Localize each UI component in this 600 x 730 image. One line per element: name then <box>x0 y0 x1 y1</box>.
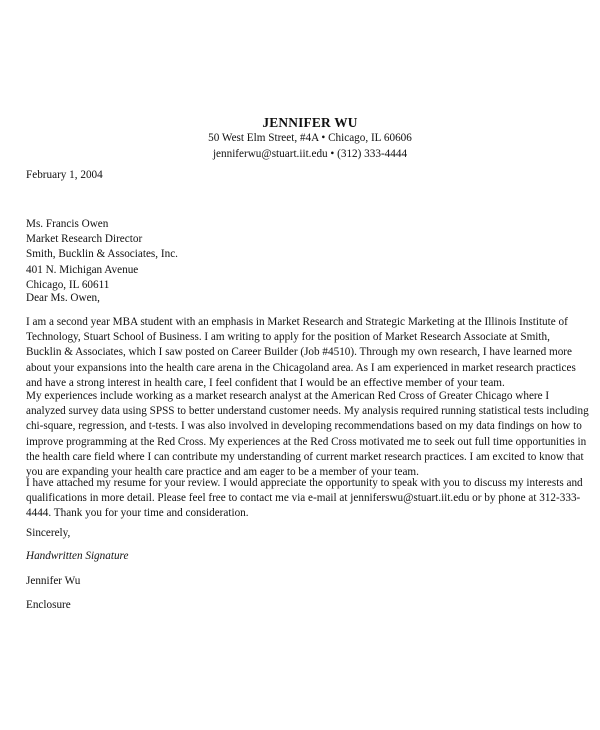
paragraph-line: I am a second year MBA student with an emphasis in Market Research and Strategic Marketing at the Illinois Institute of <box>26 316 568 328</box>
recipient-address <box>26 217 566 293</box>
paragraph-line: analyzed survey data using SPSS to better understand customer needs. My analysis required running statistical tests including <box>26 405 589 418</box>
letterhead <box>0 114 600 162</box>
paragraph-line: and have a strong interest in health care, I feel confident that I would be an effective member of your team. <box>26 376 505 389</box>
paragraph-line: Bucklin & Associates, which I saw posted on Career Builder (Job #4510). Through my own research, I have learned more <box>26 346 572 359</box>
signature: Handwritten Signature <box>26 550 129 562</box>
paragraph-line: qualifications in more detail. Please feel free to contact me via e-mail at jenniferswu@stuart.iit.edu or by phone at 312-333- <box>26 492 581 505</box>
paragraph-line: Technology, Stuart School of Business. I am writing to apply for the position of Market Research Associate at Smith, <box>26 331 550 344</box>
recipient-city: Chicago, IL 60611 <box>26 278 110 291</box>
paragraph-line: about your expansions into the health care arena in the Chicagoland area. As I am experienced in market research practices <box>26 361 576 374</box>
sender-contact: jenniferwu@stuart.iit.edu • (312) 333-4444 <box>212 147 408 160</box>
body-paragraph-2 <box>26 389 589 480</box>
paragraph-line: I have attached my resume for your review. I would appreciate the opportunity to speak with you to discuss my interests and <box>26 477 583 489</box>
recipient-company: Smith, Bucklin & Associates, Inc. <box>26 248 178 261</box>
letter-date: February 1, 2004 <box>26 169 103 181</box>
recipient-street: 401 N. Michigan Avenue <box>26 263 139 276</box>
recipient-title: Market Research Director <box>26 233 143 246</box>
paragraph-line: chi-square, regression, and t-tests. I was also involved in developing recommendations based on my data findings on how to <box>26 420 582 433</box>
recipient-name: Ms. Francis Owen <box>26 218 109 230</box>
paragraph-line: My experiences include working as a market research analyst at the American Red Cross of Greater Chicago where I <box>26 390 550 402</box>
paragraph-line: you are expanding your health care practice and am eager to be a member of your team. <box>26 466 419 479</box>
salutation: Dear Ms. Owen, <box>26 292 100 304</box>
body-paragraph-3 <box>26 476 583 522</box>
paragraph-line: the health care field where I can contribute my understanding of current market research practices. I am excited to know that <box>26 450 584 463</box>
sender-address: 50 West Elm Street, #4A • Chicago, IL 60606 <box>208 132 412 144</box>
paragraph-line: 4444. Thank you for your time and consideration. <box>26 507 249 520</box>
signer-name: Jennifer Wu <box>26 575 81 587</box>
sender-name: JENNIFER WU <box>262 115 358 130</box>
paragraph-line: improve programming at the Red Cross. My experiences at the Red Cross motivated me to seek out full time opportunities in <box>26 435 587 448</box>
closing: Sincerely, <box>26 527 71 539</box>
enclosure-note: Enclosure <box>26 599 71 611</box>
body-paragraph-1 <box>26 315 576 391</box>
